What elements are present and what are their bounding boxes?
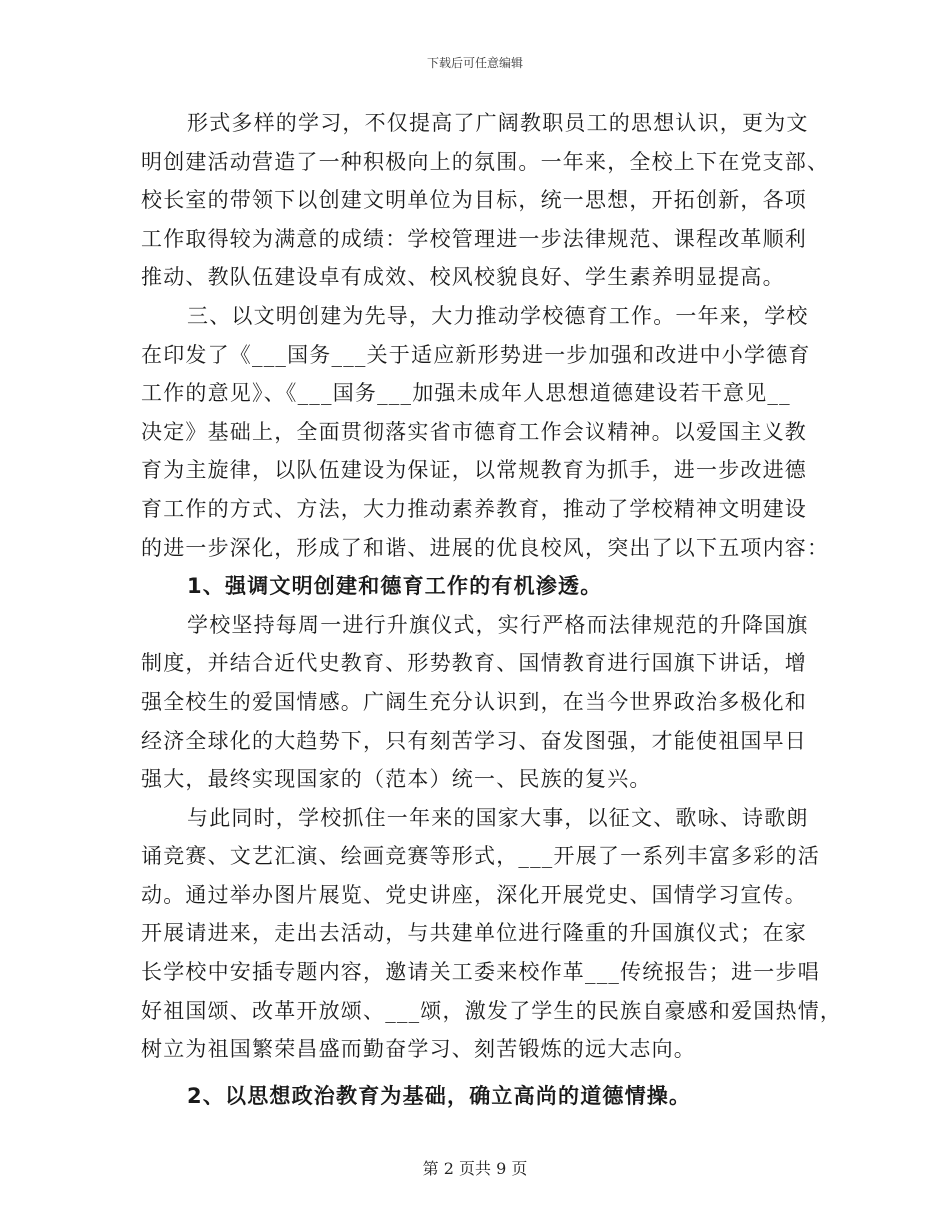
text-line: 开展请进来，走出去活动，与共建单位进行隆重的升国旗仪式；在家 [141,921,807,946]
text-line: 工作的意见》、《___国务___加强未成年人思想道德建设若干意见__ [141,381,791,406]
text-line: 明创建活动营造了一种积极向上的氛围。一年来，全校上下在党支部、 [141,149,830,174]
paragraph-3 [141,606,811,799]
text-line: 经济全球化的大趋势下，只有刻苦学习、奋发图强，才能使祖国早日 [141,728,807,753]
text-line: 制度，并结合近代史教育、形势教育、国情教育进行国旗下讲话，增 [141,651,807,676]
page-number-footer: 第 2 页共 9 页 [422,1159,528,1178]
text-line: 强大，最终实现国家的（范本）统一、民族的复兴。 [141,767,652,792]
text-line: 育为主旋律，以队伍建设为保证，以常规教育为抓手，进一步改进德 [141,458,807,483]
section-heading-2: 2、以思想政治教育为基础，确立高尚的道德情操。 [187,1083,692,1108]
text-line: 树立为祖国繁荣昌盛而勤奋学习、刻苦锻炼的远大志向。 [141,1037,696,1062]
text-line: 育工作的方式、方法，大力推动素养教育，推动了学校精神文明建设 [141,496,807,521]
text-line: 的进一步深化，形成了和谐、进展的优良校风，突出了以下五项内容： [141,535,830,560]
page-header: 下载后可任意编辑 [426,56,523,70]
section-heading-1: 1、强调文明创建和德育工作的有机渗透。 [187,574,603,599]
text-line: 学校坚持每周一进行升旗仪式，实行严格而法律规范的升降国旗 [187,612,809,637]
text-line: 好祖国颂、改革开放颂、___颂，激发了学生的民族自豪感和爱国热情， [141,998,843,1023]
paragraph-1 [141,104,830,297]
paragraph-4 [141,799,843,1069]
text-line: 强全校生的爱国情感。广阔生充分认识到，在当今世界政治多极化和 [141,689,807,714]
text-line: 三、以文明创建为先导，大力推动学校德育工作。一年来，学校 [187,303,809,328]
text-line: 在印发了《___国务___关于适应新形势进一步加强和改进中小学德育 [141,342,811,367]
text-line: 校长室的带领下以创建文明单位为目标，统一思想，开拓创新，各项 [141,188,807,213]
text-line: 决定》基础上，全面贯彻落实省市德育工作会议精神。以爱国主义教 [141,419,807,444]
text-line: 与此同时，学校抓住一年来的国家大事，以征文、歌咏、诗歌朗 [187,805,809,830]
text-line: 形式多样的学习，不仅提高了广阔教职员工的思想认识，更为文 [187,111,809,135]
text-line: 诵竞赛、文艺汇演、绘画竞赛等形式，___开展了一系列丰富多彩的活 [141,844,820,869]
document-body [141,104,843,1115]
spacer [141,1069,811,1077]
text-line: 动。通过举办图片展览、党史讲座，深化开展党史、国情学习宣传。 [141,882,807,907]
paragraph-2 [141,297,830,567]
text-line: 工作取得较为满意的成绩：学校管理进一步法律规范、课程改革顺利 [141,226,807,251]
text-line: 推动、教队伍建设卓有成效、校风校貌良好、学生素养明显提高。 [141,265,785,290]
text-line: 长学校中安插专题内容，邀请关工委来校作革___传统报告；进一步唱 [141,960,820,985]
